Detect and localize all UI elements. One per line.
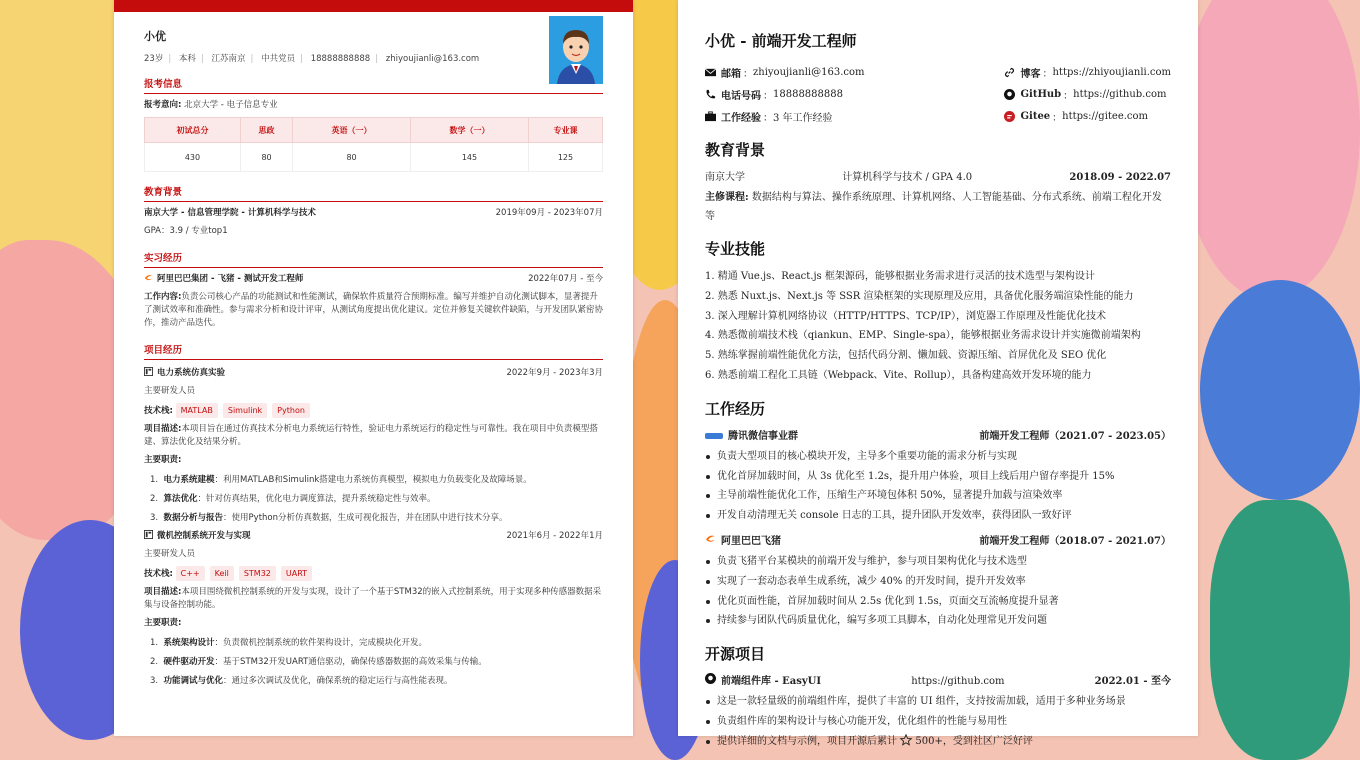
edu-section-title: 教育背景 (144, 184, 603, 202)
oss-header: 前端组件库 - EasyUI https://github.com 2022.01 - 至今 (705, 672, 1171, 692)
skills-section-title: 专业技能 (705, 240, 766, 258)
job-2-header: 阿里巴巴飞猪 前端开发工程师（2018.07 - 2021.07） (705, 532, 1171, 552)
project-icon (144, 367, 153, 376)
tag: Keil (210, 566, 234, 581)
score-table: 初试总分 思政 英语（一） 数学（一） 专业课 430 80 80 145 125 (144, 117, 603, 172)
top-accent-bar (114, 0, 633, 12)
courses: 主修课程: 数据结构与算法、操作系统原理、计算机网络、人工智能基础、分布式系统、前端工程化开发等 (705, 192, 1162, 222)
project-icon (144, 530, 153, 539)
skills-list: 1. 精通 Vue.js、React.js 框架源码，能够根据业务需求进行灵活的技术选型与架构设计 2. 熟悉 Nuxt.js、Next.js 等 SSR 渲染框架的实现原理及应用，具备优化服务端渲染性能的能力 3. 深入理解计算机网络协议（HTTP/HTTPS、TCP/IP），浏览器工作原理及性能优化技术 4. 熟悉微前端技术栈（qiankun、EMP、Single-spa），能够根据业务需求设计并实施微前端架构 5. 熟练掌握前端性能优化方法，包括代码分割、懒加载、资源压缩、首屏优化及 SEO 优化 6. 熟悉前端工程化工具链（Webpack、Vite、Rollup），具备构建高效开发环境的能力 (705, 271, 1141, 381)
link-icon (1004, 67, 1015, 78)
candidate-name: 小优 (144, 30, 166, 43)
contact-info: 邮箱 ： zhiyoujianli@163.com 电话号码 ： 18888888888 工作经验 ： 3 年工作经验 博客 ： https://zhiyoujianli.com GitHub ： https://github.com Gitee ： https://gitee.com (705, 61, 1171, 127)
edu-section-title: 教育背景 (705, 141, 766, 159)
edu-gpa: GPA：3.9 / 专业top1 (144, 226, 228, 236)
tencent-logo-icon (705, 433, 723, 439)
github-icon (1004, 89, 1015, 100)
job-1-header: 腾讯微信事业群 前端开发工程师（2021.07 - 2023.05） (705, 427, 1171, 447)
resume-right (678, 0, 1198, 747)
briefcase-icon (705, 111, 716, 122)
phone-icon (705, 89, 716, 100)
tag: MATLAB (176, 403, 218, 418)
oss-bullets: 这是一款轻量级的前端组件库，提供了丰富的 UI 组件，支持按需加载，适用于多种业务场景 负责组件库的架构设计与核心功能开发，优化组件的性能与易用性 提供详细的文档与示例，项目开源后累计 500+，受到社区广泛好评 (705, 692, 1171, 751)
project-2: 微机控制系统开发与实现 2021年6月 - 2022年1月 主要研发人员 技术栈: C++ Keil STM32 UART 项目描述:本项目围绕微机控制系统的开发与实现，设计了一个基于STM32的嵌入式控制系统，用于实现多种传感器数据采集与设备控制功能。 主要职责: 1. 系统架构设计：负责微机控制系统的软件架构设计，完成模块化开发。 2. 硬件驱动开发：基于STM32开发UART通信驱动，确保传感器数据的高效采集与传输。 3. 功能调试与优化：通过多次调试及优化，确保系统的稳定运行与高性能表现。 (144, 531, 603, 686)
edu-row: 南京大学 - 信息管理学院 - 计算机科学与技术 2019年09月 - 2023年07月 (144, 208, 603, 218)
mail-icon (705, 67, 716, 78)
github-icon (705, 673, 716, 684)
intern-section-title: 实习经历 (144, 250, 603, 268)
tag: Python (272, 403, 310, 418)
exam-intent: 报考意向: 北京大学 - 电子信息专业 (144, 100, 278, 110)
star-icon (900, 734, 912, 746)
intern-desc: 工作内容:负责公司核心产品的功能测试和性能测试，确保软件质量符合预期标准。编写并维护自动化测试脚本，显著提升了测试效率和准确性。参与需求分析和设计评审，从测试角度提出优化建议。定位并修复关键软件缺陷，与开发团队紧密协作，推动产品迭代。 (144, 292, 604, 328)
intern-row: 阿里巴巴集团 - 飞猪 - 测试开发工程师 2022年07月 - 至今 (144, 273, 603, 286)
job-1-bullets: 负责大型项目的核心模块开发，主导多个重要功能的需求分析与实现 优化首屏加载时间，从 3s 优化至 1.2s，提升用户体验，项目上线后用户留存率提升 15% 主导前端性能优化工作，压缩生产环境包体积 50%，显著提升加载与渲染效率 开发自动清理无关 console 日志的工具，提升团队开发效率，获得团队一致好评 (705, 447, 1171, 526)
alibaba-icon (705, 533, 716, 544)
tag: C++ (176, 566, 205, 581)
resume-left (114, 0, 633, 736)
alibaba-icon (144, 273, 153, 282)
tag: UART (281, 566, 312, 581)
edu-row: 南京大学 计算机科学与技术 / GPA 4.0 2018.09 - 2022.07 (705, 172, 1171, 183)
avatar (549, 16, 603, 84)
exam-section-title: 报考信息 (144, 76, 603, 94)
tag: STM32 (239, 566, 276, 581)
candidate-meta: 23岁 | 本科 | 江苏南京 | 中共党员 | 18888888888 | zhiyoujianli@163.com (144, 54, 480, 64)
project-section-title: 项目经历 (144, 342, 603, 360)
resume-title: 小优 - 前端开发工程师 (705, 32, 857, 50)
gitee-icon (1004, 111, 1015, 122)
work-section-title: 工作经历 (705, 399, 766, 418)
project-1: 电力系统仿真实验 2022年9月 - 2023年3月 主要研发人员 技术栈: MATLAB Simulink Python 项目描述:本项目旨在通过仿真技术分析电力系统运行特性，验证电力系统运行的稳定性与可靠性。我在项目中负责模型搭建、算法优化及结果分析。 主要职责: 1. 电力系统建模：利用MATLAB和Simulink搭建电力系统仿真模型，模拟电力负载变化及故障场景。 2. 算法优化：针对仿真结果，优化电力调度算法，提升系统稳定性与效率。 3. 数据分析与报告：使用Python分析仿真数据，生成可视化报告，并在团队中进行技术分享。 (144, 368, 603, 523)
tag: Simulink (223, 403, 267, 418)
job-2-bullets: 负责飞猪平台某模块的前端开发与维护，参与项目架构优化与技术选型 实现了一套动态表单生成系统，减少 40% 的开发时间，提升开发效率 优化页面性能，首屏加载时间从 2.5s 优化到 1.5s，页面交互流畅度提升显著 持续参与团队代码质量优化，编写多项工具脚本，自动化处理常见开发问题 (705, 552, 1171, 631)
oss-section-title: 开源项目 (705, 645, 766, 664)
